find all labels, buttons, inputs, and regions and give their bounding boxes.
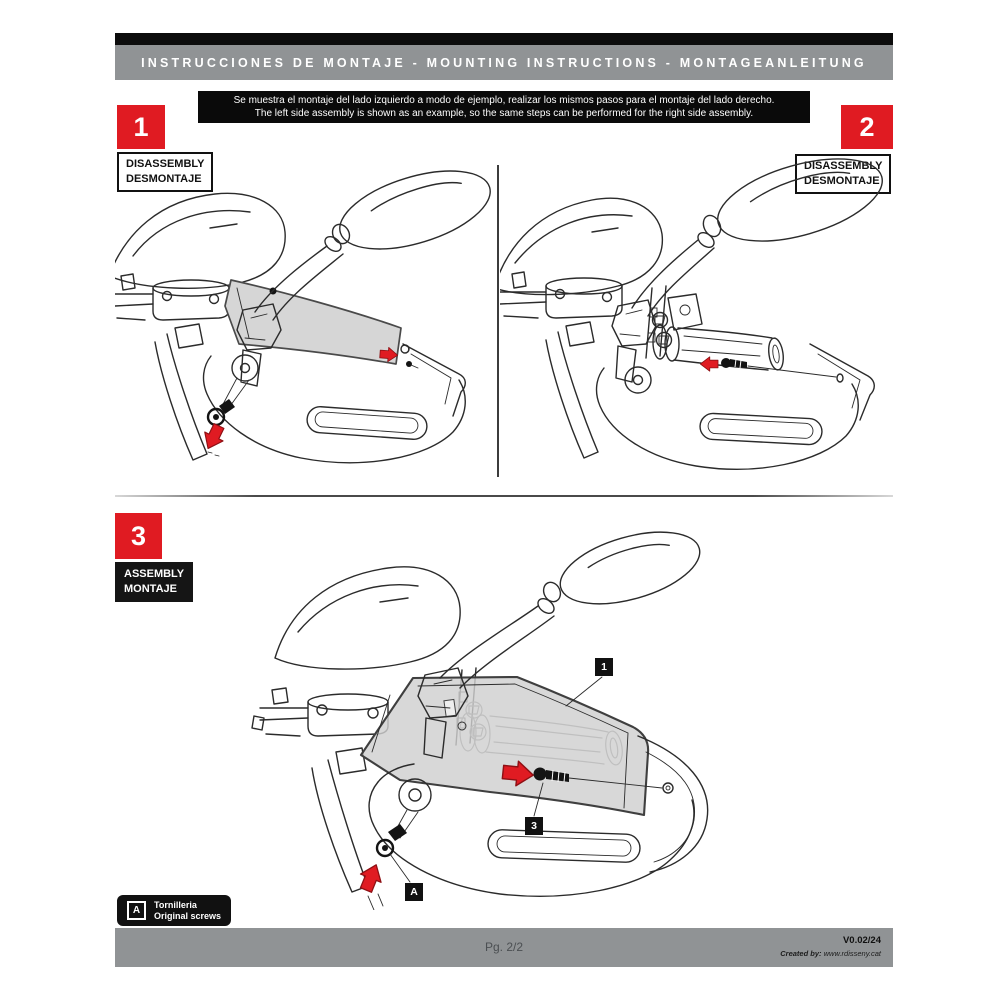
legend-line2: Original screws	[154, 910, 222, 921]
step-2-label-line1: DISASSEMBLY	[804, 160, 883, 172]
calloutA-leader	[390, 854, 410, 882]
original-screws-legend	[117, 895, 231, 926]
step-3-label-line2: MONTAJE	[124, 583, 177, 595]
mirror	[552, 520, 708, 618]
step3-illustration	[250, 520, 850, 910]
step-2-badge: 2	[841, 105, 893, 149]
notice-line-es: Se muestra el montaje del lado izquierdo a modo de ejemplo, realizar los mismos pasos para el montaje del lado derecho.	[233, 95, 775, 106]
title-bar	[115, 45, 893, 80]
step-3-badge: 3	[115, 513, 162, 559]
brake-lever	[155, 324, 207, 460]
top-black-strip	[115, 33, 893, 45]
brake-lever	[546, 322, 598, 458]
screw-with-washer	[208, 378, 249, 425]
credit-url: www.rdisseny.cat	[823, 949, 881, 958]
figure-divider-vertical	[497, 165, 499, 477]
step3-figure	[250, 520, 850, 910]
legend-text	[154, 900, 221, 921]
bodywork-outline	[275, 567, 460, 669]
callout-screw-a: A	[405, 883, 423, 901]
brake-reservoir	[252, 688, 388, 736]
section-divider-horizontal	[115, 495, 893, 497]
mirror	[331, 156, 499, 265]
step-1-badge: 1	[117, 105, 165, 149]
callout-part-1: 1	[595, 658, 613, 676]
notice-line-en: The left side assembly is shown as an example, so the same steps can be performed for the right side assembly.	[254, 108, 754, 119]
callout1-leader	[566, 677, 602, 706]
credit-label: Created by:	[780, 949, 822, 958]
legend-line1: Tornilleria	[154, 900, 197, 910]
page-title: INSTRUCCIONES DE MONTAJE - MOUNTING INSTRUCTIONS - MONTAGEANLEITUNG	[141, 55, 867, 70]
document-page	[115, 33, 893, 967]
bodywork-outline	[500, 198, 662, 294]
bodywork-outline	[115, 193, 285, 288]
brake-lever	[312, 748, 368, 892]
step-3-label-line1: ASSEMBLY	[124, 568, 185, 580]
credit-line	[780, 949, 881, 958]
mirror	[709, 148, 892, 257]
screw-a-icon: A	[127, 901, 146, 920]
step-1-label-line1: DISASSEMBLY	[126, 158, 205, 170]
callout-part-3: 3	[525, 817, 543, 835]
red-arrow-icon	[700, 357, 718, 371]
step-3-label	[115, 562, 193, 602]
footer-bar	[115, 928, 893, 967]
step2-illustration	[500, 148, 893, 483]
step1-illustration	[115, 148, 500, 483]
notice-banner	[198, 91, 810, 123]
wind-deflector	[361, 677, 648, 815]
brake-reservoir	[115, 274, 229, 320]
step-2-label-line2: DESMONTAJE	[804, 175, 880, 187]
step-1-label-line2: DESMONTAJE	[126, 173, 202, 185]
red-arrow-icon	[199, 422, 228, 453]
page-number: Pg. 2/2	[484, 940, 524, 954]
version-label: V0.02/24	[842, 935, 881, 946]
brake-reservoir	[500, 272, 622, 318]
